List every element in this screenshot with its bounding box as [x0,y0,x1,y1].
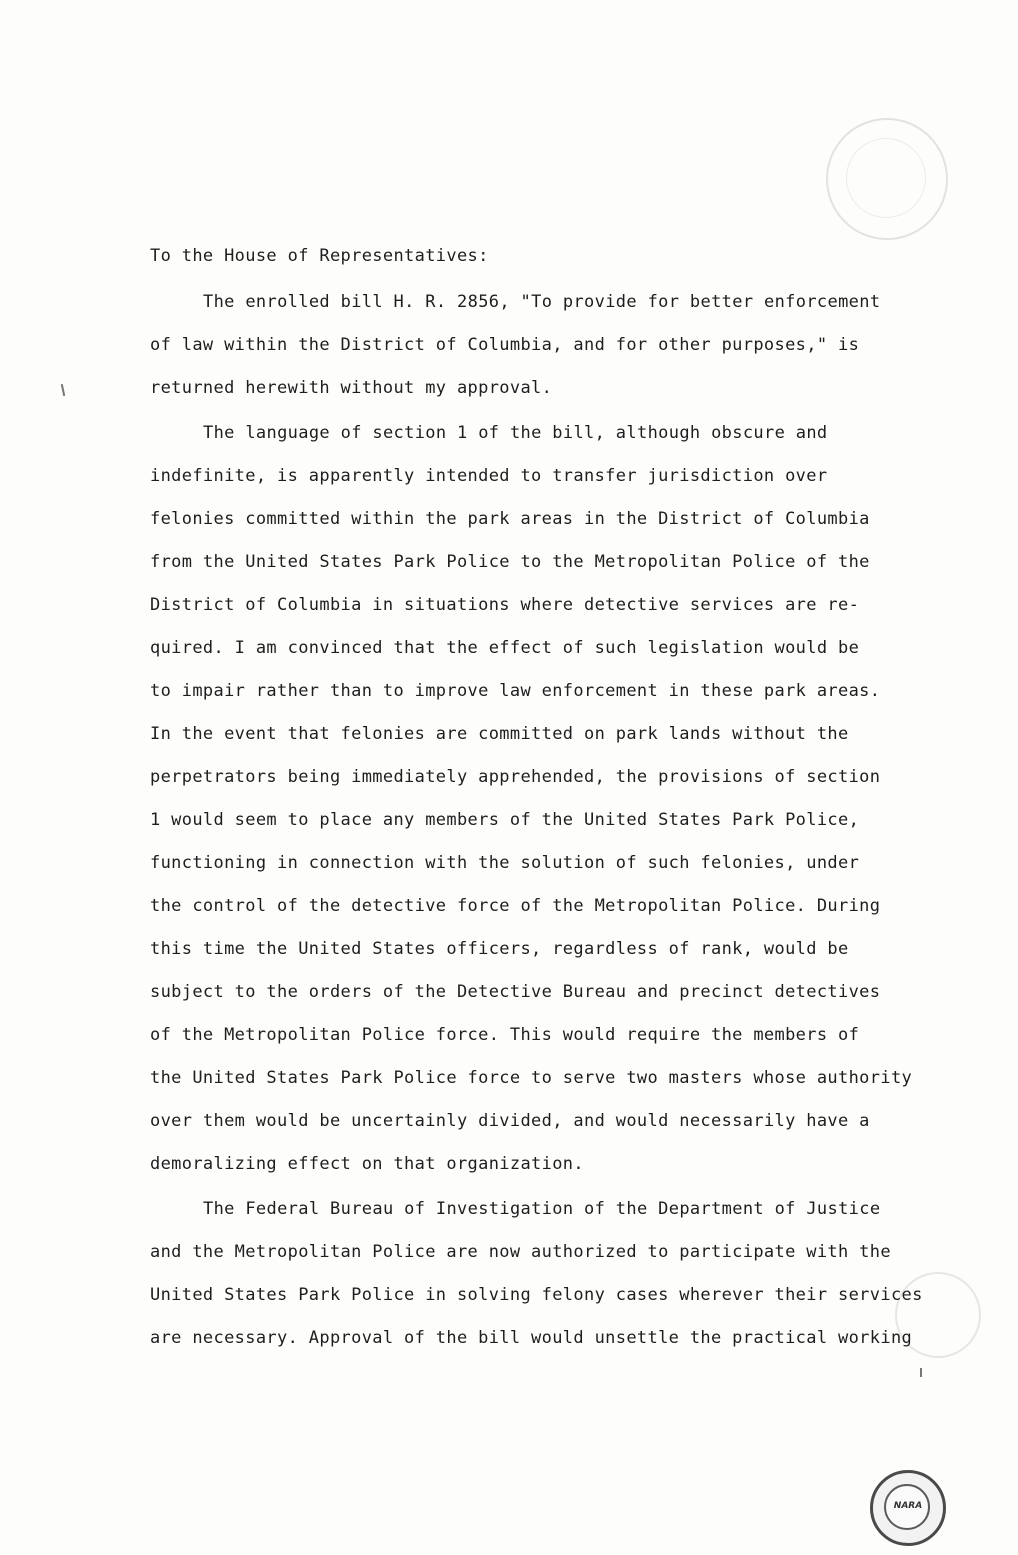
text-line: the United States Park Police force to serve two masters whose authority [150,1068,913,1088]
nara-seal-text: NARA [893,1501,923,1511]
margin-mark [61,384,65,396]
text-line: are necessary. Approval of the bill would unsettle the practical working [150,1328,913,1348]
text-line: subject to the orders of the Detective Bureau and precinct detectives [150,982,881,1002]
text-line: The Federal Bureau of Investigation of the Department of Justice [203,1199,881,1219]
text-line: demoralizing effect on that organization. [150,1154,584,1174]
text-line: The language of section 1 of the bill, although obscure and [203,423,828,443]
text-line: and the Metropolitan Police are now authorized to participate with the [150,1242,891,1262]
text-line: of law within the District of Columbia, and for other purposes," is [150,335,860,355]
text-line: perpetrators being immediately apprehended, the provisions of section [150,767,881,787]
text-line: District of Columbia in situations where detective services are re- [150,595,860,615]
text-line: felonies committed within the park areas in the District of Columbia [150,509,870,529]
text-line: indefinite, is apparently intended to transfer jurisdiction over [150,466,828,486]
text-line: over them would be uncertainly divided, and would necessarily have a [150,1111,870,1131]
nara-seal-stamp [870,1470,946,1546]
text-line: returned herewith without my approval. [150,378,553,398]
text-line: from the United States Park Police to the Metropolitan Police of the [150,552,870,572]
text-line: the control of the detective force of the Metropolitan Police. During [150,896,881,916]
text-line: The enrolled bill H. R. 2856, "To provide for better enforcement [203,292,881,312]
text-line: of the Metropolitan Police force. This would require the members of [150,1025,860,1045]
text-line: United States Park Police in solving felony cases wherever their services [150,1285,923,1305]
library-seal-stamp [826,118,948,240]
text-line: to impair rather than to improve law enforcement in these park areas. [150,681,881,701]
text-line: this time the United States officers, regardless of rank, would be [150,939,849,959]
margin-mark [920,1368,922,1377]
salutation: To the House of Representatives: [150,246,489,266]
text-line: 1 would seem to place any members of the United States Park Police, [150,810,860,830]
text-line: functioning in connection with the solution of such felonies, under [150,853,860,873]
text-line: quired. I am convinced that the effect of such legislation would be [150,638,860,658]
text-line: In the event that felonies are committed on park lands without the [150,724,849,744]
